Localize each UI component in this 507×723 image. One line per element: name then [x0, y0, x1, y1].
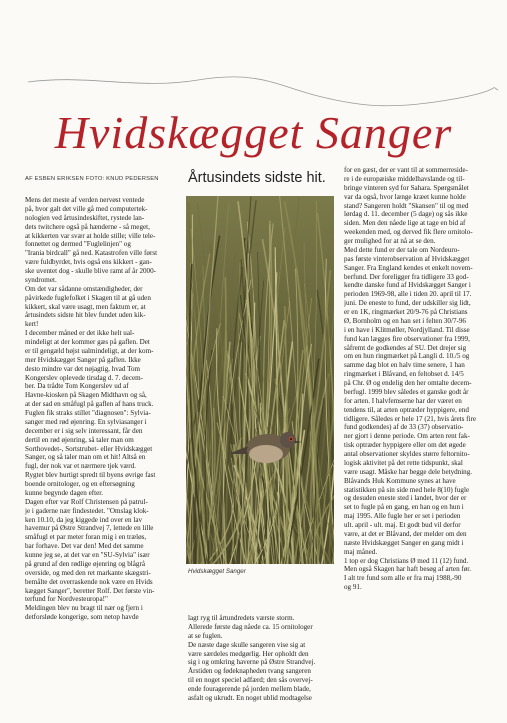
text-line: asfalt og ukrudt. En noget ublid modtagelse — [188, 693, 312, 702]
text-line: samme dag blot en halv time senere, 1 han — [344, 361, 465, 370]
text-line: kert! — [25, 320, 39, 329]
text-line: berfugl. 1999 blev således et ganske godt år — [344, 387, 469, 396]
text-line: være usagt. Måske har begge dele betydning. — [344, 467, 473, 476]
text-line: 1 top er dog Christians Ø med 11 (12) fund. — [344, 556, 469, 565]
text-line: desto mindre var det nøjagtig, hvad Tom — [25, 364, 141, 373]
text-line: fonnettet og dermed "Fuglelinjen" og — [25, 240, 131, 249]
text-line: at der sad en småfugl på gaflen af hans truck. — [25, 400, 154, 409]
text-line: Dagen efter var Rolf Christensen på patrul- — [25, 497, 148, 506]
text-line: være fuldbyrdet, hvis også ens kikkert - gan- — [25, 258, 152, 267]
text-column-right — [344, 166, 494, 592]
text-line: lagt ryg til årtundredets værste storm. — [188, 614, 295, 622]
text-line: Årstiden og fødeknapheden tvang sangeren — [188, 667, 311, 676]
text-line: maj 1995. Alle fugle her er set i perioden — [344, 512, 461, 521]
text-line: juni. De eneste to fund, der udskiller sig lidt, — [344, 299, 471, 308]
text-line: på grund af den rødlige øjenring og blågrå — [25, 559, 145, 568]
text-line: kendte danske fund af Hvidskægget Sanger i — [344, 281, 471, 290]
text-line: "Irania birdcall" gå ned. Katastrofen ville først — [25, 249, 158, 258]
text-line: Kongerslev oplevede tirsdag d. 7. decem- — [25, 373, 143, 382]
text-line: nologien ved årtusindeskiftet, rystede lan- — [25, 213, 145, 222]
text-line: kunne begynde dagen efter. — [25, 488, 103, 497]
bird-photo — [186, 196, 334, 564]
text-line: fugl, der nok var et nærmere tjek værd. — [25, 462, 136, 471]
text-line: Mens det meste af verden nervøst ventede — [25, 196, 145, 204]
text-line: være, at det er Blåvand, der melder om den — [344, 529, 467, 538]
text-line: detforsløde kongerige, som netop havde — [25, 613, 139, 622]
text-line: Sorthovedet-, Sortstrubet- eller Hvidskægget — [25, 444, 153, 453]
text-line: er en 1K, ringmærket 20/9-76 på Christians — [344, 308, 468, 316]
text-line: dets twitchere også på hænderne - så meget, — [25, 222, 150, 231]
text-line: er til gengæld højst ualmindeligt, at der kom- — [25, 346, 154, 355]
text-line: weekenden med, og derved fik flere ornitolo- — [344, 228, 473, 237]
text-line: Rygtet blev hurtigt spredt til byens øvrige fast — [25, 471, 156, 480]
text-line: terfund for Nordvesteuropa!" — [25, 595, 108, 604]
text-line: ner gjort i denne periode. Om arten rent fak- — [344, 432, 470, 441]
text-line: siden. Men den nåede lige at tage en bid af — [344, 219, 466, 228]
text-line: Med dette fund er der tale om Nordeuro- — [344, 245, 460, 254]
text-line: sig i og omkring haverne på Østre Strandvej. — [188, 658, 316, 667]
photo-caption: Hvidskægget Sanger — [188, 568, 246, 575]
text-line: bringe vinteren syd for Sahara. Spørgsmålet — [344, 183, 469, 192]
article-title: Hvidskægget Sanger — [54, 107, 453, 158]
text-line: Meldingen blev nu bragt til nær og fjern i — [25, 604, 143, 613]
text-line: i en have i Klitmøller, Nordjylland. Til disse — [344, 325, 470, 334]
text-line: perioden 1969-98, alle i tiden 20. april til 17. — [344, 290, 472, 299]
text-line: Blåvands Huk Kommune synes at have — [344, 476, 456, 485]
text-line: stand? Sangeren holdt "Skansen" til og med — [344, 201, 469, 210]
text-line: re i de europæiske middelhavslande og til- — [344, 174, 465, 183]
bird-in-grass-illustration — [186, 196, 334, 564]
text-line: bar forhave. Det var den! Med det samme — [25, 542, 144, 551]
text-line: mer Hvidskægget Sanger på gaflen. Ikke — [25, 355, 141, 364]
text-line: lørdag d. 11. december (5 dage) og sås ikke — [344, 210, 468, 219]
text-line: at se fuglen. — [188, 631, 223, 640]
text-line: fund kan lægges fire observationer fra 1999, — [344, 334, 470, 343]
text-line: sanger med rød øjenring. En sylviasanger i — [25, 417, 147, 426]
text-line: december er i sig selv interessant, får den — [25, 426, 143, 435]
text-column-left — [25, 196, 173, 622]
text-line: ringmærket i Blåvand, en feltobset d. 14/5 — [344, 370, 464, 379]
text-line: ger mulighed for at nå at se den. — [344, 237, 436, 245]
text-line: berfund. Der foreligger fra tidligere 33 god- — [344, 272, 469, 281]
text-line: om en hun ringmærket på Langli d. 10./5 og — [344, 352, 470, 361]
text-line: næste Hvidskægget Sanger en gang midt i — [344, 538, 464, 547]
text-line: De næste dage skulle sangeren vise sig at — [188, 640, 306, 649]
text-line: ber. Da trådte Tom Kongerslev ud af — [25, 382, 129, 391]
text-line: var da også, hvor længe kræet kunne holde — [344, 192, 466, 201]
text-line: Om det var sådanne omstændigheder, der — [25, 284, 143, 293]
text-line: på Chr. Ø og endelig den her omtalte decem- — [344, 379, 472, 387]
text-line: årtusindets sidste hit blev fundet uden kik- — [25, 311, 146, 320]
text-line: ske uventet dog - skulle blive ramt af år 2000- — [25, 267, 156, 275]
text-line: tisk optræder hyppigere eller om det øgede — [344, 441, 466, 450]
text-line: Men også Skagen har haft besøg af arten før. — [344, 565, 472, 574]
text-line: tendens til, at arten optræder hyppigere, end — [344, 405, 469, 414]
text-line: antal observationer skyldes større feltornito- — [344, 450, 470, 458]
text-line: ken 10.10, da jeg kiggede ind over en lav — [25, 515, 143, 524]
text-line: I alt tre fund som alle er fra maj 1988,-90 — [344, 574, 462, 583]
text-line: ende fouragerende på jorden mellem blade, — [188, 685, 311, 693]
text-line: på, hvor galt det ville gå med computertek- — [25, 204, 148, 213]
text-line: I december måned er det ikke helt ual- — [25, 329, 135, 338]
text-line: påvirkede fuglefolket i Skagen til at gå uden — [25, 293, 151, 302]
text-line: og 91. — [344, 583, 362, 592]
text-line: kunne jeg se, at det var en "SU-Sylvia" især — [25, 551, 150, 559]
text-line: kægget Sanger", beretter Rolf. Det første vin- — [25, 586, 155, 595]
text-line: for arten. I halvfemserne har der været en — [344, 396, 462, 405]
text-line: for en gæst, der er vant til at sommerreside- — [344, 166, 468, 174]
text-line: Allerede første dag nåede ca. 15 ornitologer — [188, 622, 313, 631]
text-line: småfugl et par meter foran mig i en træløs, — [25, 533, 147, 542]
text-line: at kikkerten var svær at holde stille; ville tele- — [25, 231, 156, 240]
text-line: bemålte det overraskende nok være en Hvids — [25, 577, 153, 586]
text-line: til en noget speciel adfærd; den sås overvej- — [188, 676, 313, 685]
text-line: Sanger. Fra England kendes et enkelt novem- — [344, 263, 473, 272]
text-line: tidligere. Således er hele 17 (21, hvis årets fire — [344, 414, 476, 423]
text-line: Ø, Bornholm og en han set i felten 30/7-96 — [344, 316, 466, 325]
text-line: statistikken på sin side med hele 8(10) fugle — [344, 485, 470, 494]
text-line: fund godkendes) af de 33 (37) observatio- — [344, 423, 464, 432]
text-line: mindeligt at der kommer gæs på gaflen. Det — [25, 338, 150, 346]
text-line: være særdeles medgørlig. Her opholdt den — [188, 649, 309, 658]
text-line: ult. april - ult. maj. Et godt bud vil derfor — [344, 521, 461, 529]
text-line: je i gaderne nær findestedet. "Omslag klok- — [25, 506, 149, 515]
text-column-middle — [188, 614, 334, 703]
text-line: pas første vinterobservation af Hvidskægget — [344, 254, 470, 263]
text-line: såfremt de godkendes af SU. Det drejer sig — [344, 343, 467, 352]
text-line: dertil en rød øjenring, så taler man om — [25, 435, 134, 444]
text-line: syndromet. — [25, 275, 57, 284]
text-line: Havne-kiosken på Skagen Midthavn og så, — [25, 391, 147, 400]
text-line: Sanger, og så taler man om et hit! Altså en — [25, 453, 146, 462]
byline: AF ESBEN ERIKSEN FOTO: KNUD PEDERSEN — [25, 176, 159, 182]
article-subtitle: Årtusindets sidste hit. — [188, 170, 326, 186]
text-line: Fuglen fik straks stillet "diagnosen": Sylvia- — [25, 409, 151, 417]
text-line: boende ornitologer, og en eftersøgning — [25, 480, 135, 488]
text-line: set to fugle på en gang, en han og en hun i — [344, 503, 464, 512]
text-line: og desuden eneste sted i landet, hvor der er — [344, 494, 467, 503]
text-line: logisk aktivitet på det rette tidspunkt, skal — [344, 458, 463, 467]
text-line: maj måned. — [344, 547, 378, 556]
text-line: kikkert, skal være usagt, men faktum er, at — [25, 302, 146, 311]
text-line: overside, og med den ret markante skægstri- — [25, 568, 151, 577]
text-line: havemur på Østre Strandvej 7, lettede en lille — [25, 524, 154, 533]
